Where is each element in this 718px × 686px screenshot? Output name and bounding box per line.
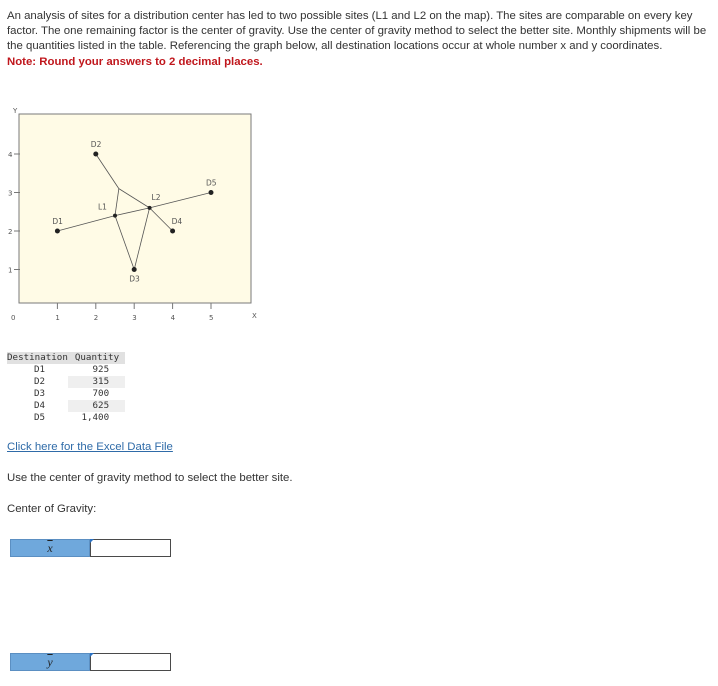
instruction-text: Use the center of gravity method to select the better site.	[7, 472, 293, 484]
cell-quantity: 625	[68, 400, 125, 412]
cell-quantity: 925	[92, 364, 110, 375]
cell-quantity: 1,400	[81, 412, 110, 423]
y-bar-label	[10, 653, 90, 671]
excel-data-link[interactable]: Click here for the Excel Data File	[7, 441, 173, 453]
header-destination: Destination	[7, 352, 68, 363]
cell-quantity: 315	[68, 376, 125, 388]
table-row	[7, 400, 125, 412]
shipment-table	[7, 352, 125, 424]
x-bar-answer-row	[10, 539, 171, 557]
point-d2	[93, 152, 98, 157]
problem-text: An analysis of sites for a distribution center has led to two possible sites (L1 and L2 on the map). The sites are comparable on every key factor. The one remaining factor is the center of gravity. Use the center of gravity method to select the better site. Monthly shipments will be the quantities listed in the table. Referencing the graph below, all destination locations occur at whole number x and y coordinates.	[7, 10, 707, 53]
y-tick-label: 1	[8, 266, 13, 275]
point-label-d5: D5	[206, 178, 217, 188]
y-tick-label: 3	[8, 189, 13, 198]
point-d1	[55, 229, 60, 234]
x-tick-label: 3	[132, 314, 137, 322]
point-d4	[170, 229, 175, 234]
x-axis-label: X	[252, 312, 257, 320]
x-tick-label: 4	[170, 314, 176, 322]
x-tick-label: 2	[93, 314, 99, 322]
point-label-l2: L2	[151, 192, 161, 202]
y-bar-answer-row	[10, 653, 171, 671]
center-of-gravity-label: Center of Gravity:	[7, 503, 97, 515]
header-quantity: Quantity	[68, 352, 125, 364]
rounding-note: Note: Round your answers to 2 decimal places.	[7, 55, 263, 68]
origin-label: 0	[11, 314, 16, 322]
point-label-d1: D1	[52, 217, 63, 226]
y-bar-input[interactable]	[90, 653, 171, 671]
cell-destination: D3	[34, 388, 46, 399]
point-l1	[113, 214, 117, 218]
point-label-d3: D3	[129, 274, 140, 284]
cell-destination: D1	[34, 364, 46, 375]
location-map	[0, 100, 300, 330]
point-l2	[148, 206, 152, 210]
y-bar-symbol: $\overline{y}$	[47, 655, 53, 669]
cell-quantity: 700	[92, 388, 110, 399]
x-bar-symbol: $\overline{x}$	[47, 541, 53, 555]
point-label-d4: D4	[171, 217, 183, 226]
input-flag-icon	[90, 539, 94, 543]
x-bar-input[interactable]	[90, 539, 171, 557]
table-row	[7, 412, 125, 424]
cell-destination: D5	[34, 412, 46, 423]
cell-destination: D4	[34, 400, 46, 411]
cell-destination: D2	[34, 376, 46, 387]
x-bar-label	[10, 539, 90, 557]
y-axis-label: Y	[13, 107, 18, 115]
table-row	[7, 364, 125, 376]
table-header-row	[7, 352, 125, 364]
point-d3	[132, 267, 137, 272]
y-tick-label: 4	[8, 151, 13, 159]
point-label-l1: L1	[98, 202, 107, 212]
y-tick-label: 2	[8, 228, 13, 236]
x-tick-label: 5	[209, 314, 214, 322]
problem-statement	[7, 9, 712, 70]
x-tick-label: 1	[55, 314, 60, 322]
table-row	[7, 388, 125, 400]
table-row	[7, 376, 125, 388]
point-label-d2: D2	[90, 140, 102, 149]
input-flag-icon	[90, 653, 94, 657]
point-d5	[209, 190, 214, 195]
